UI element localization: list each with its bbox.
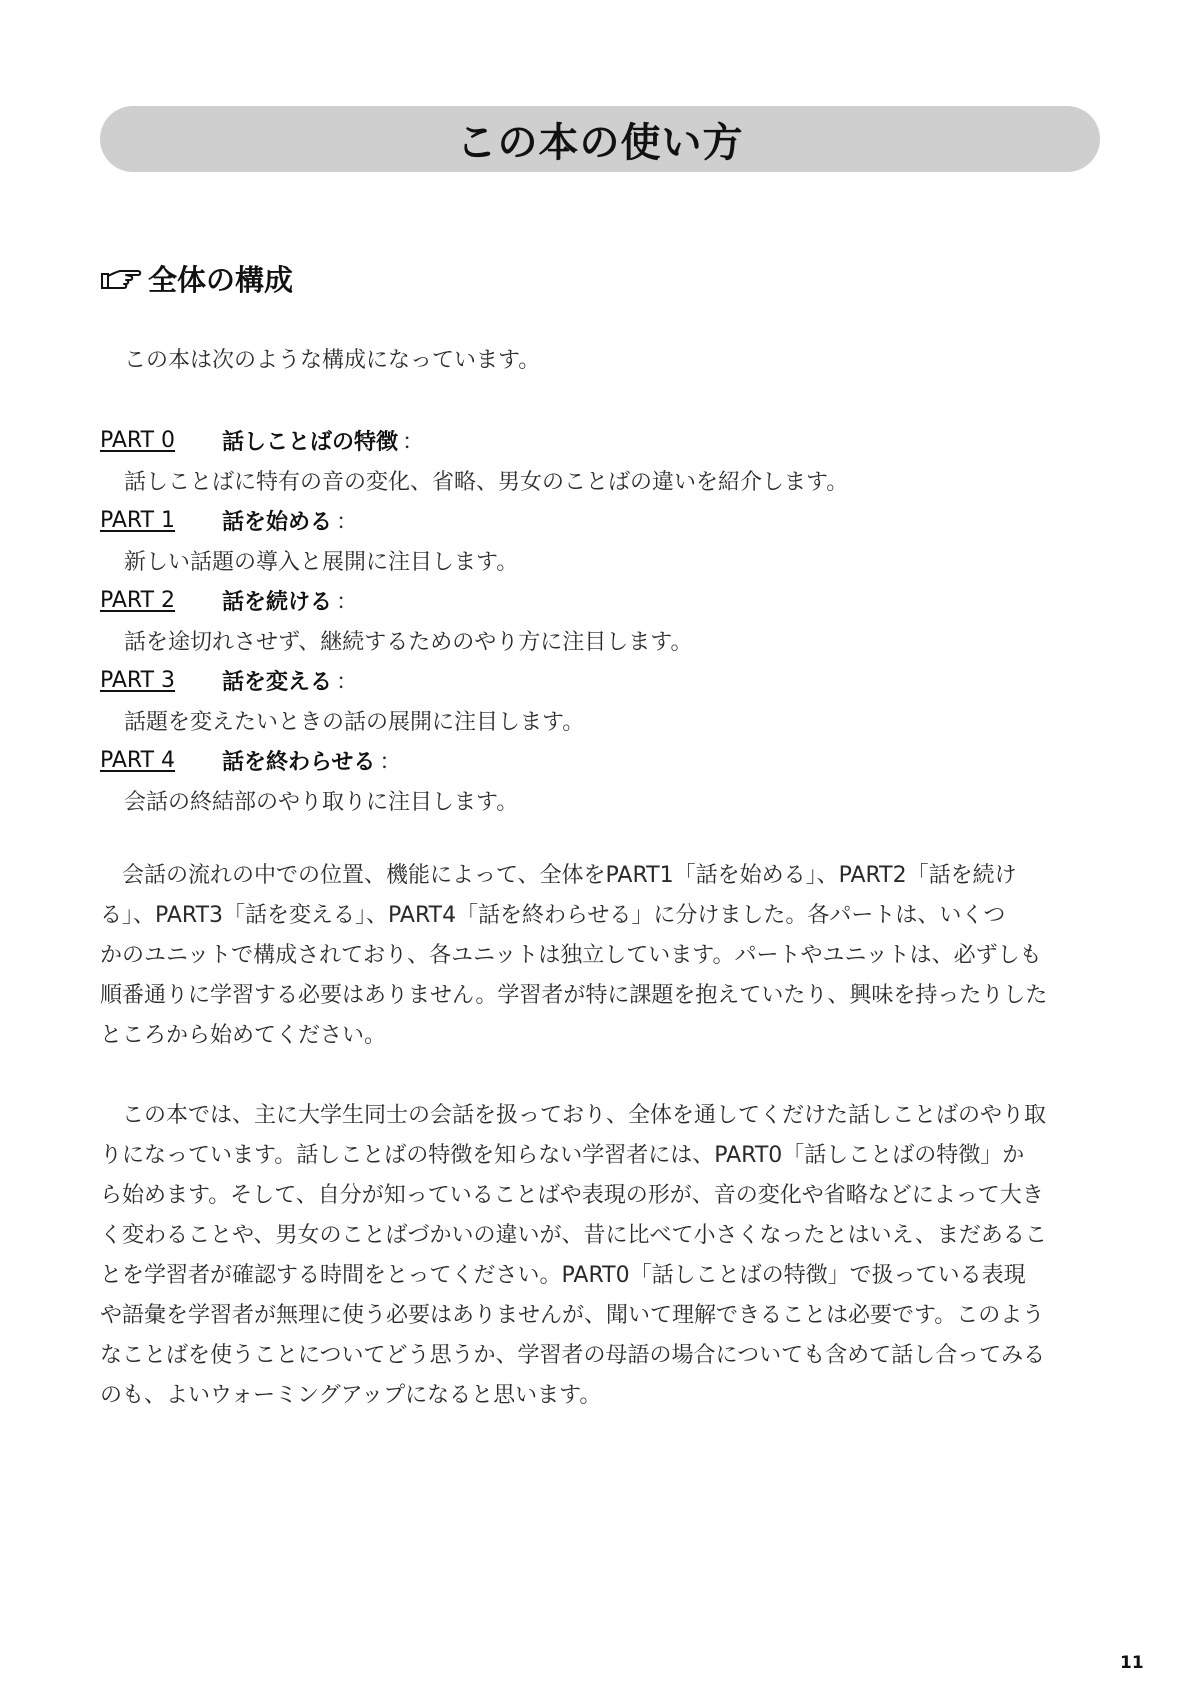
paragraph-line: 順番通りに学習する必要はありません。学習者が特に課題を抱えていたり、興味を持ったりした bbox=[100, 983, 1048, 1008]
paragraph-line: 会話の流れの中での位置、機能によって、全体をPART1「話を始める」、PART2「話を続け bbox=[100, 863, 1017, 888]
paragraph-line: とを学習者が確認する時間をとってください。PART0「話しことばの特徴」で扱っている表現 bbox=[100, 1263, 1026, 1288]
part-label: PART 4 bbox=[100, 747, 176, 773]
paragraph-line: ところから始めてください。 bbox=[100, 1023, 387, 1048]
part-0-description: 話しことばに特有の音の変化、省略、男女のことばの違いを紹介します。 bbox=[124, 469, 849, 495]
section-heading bbox=[100, 258, 293, 299]
part-2-heading bbox=[100, 580, 1100, 620]
part-4-heading bbox=[100, 740, 1100, 780]
part-3-heading bbox=[100, 660, 1100, 700]
page-number: 11 bbox=[1120, 1653, 1144, 1673]
paragraph-line: かのユニットで構成されており、各ユニットは独立しています。パートやユニットは、必ずしも bbox=[100, 943, 1042, 968]
paragraph-line: る」、PART3「話を変える」、PART4「話を終わらせる」に分けました。各パートは、いくつ bbox=[100, 903, 1006, 928]
part-label: PART 2 bbox=[100, 587, 176, 613]
part-3-description: 話題を変えたいときの話の展開に注目します。 bbox=[124, 709, 585, 735]
paragraph-usage bbox=[100, 1096, 1100, 1416]
pointing-hand-icon bbox=[100, 264, 144, 294]
part-4-description: 会話の終結部のやり取りに注目します。 bbox=[124, 789, 519, 815]
intro-text: この本は次のような構成になっています。 bbox=[124, 348, 541, 373]
part-colon: ： bbox=[336, 669, 359, 695]
part-2-description: 話を途切れさせず、継続するためのやり方に注目します。 bbox=[124, 629, 693, 655]
page-title: この本の使い方 bbox=[456, 119, 744, 166]
part-label: PART 3 bbox=[100, 667, 176, 693]
part-title: 話を続ける bbox=[222, 589, 333, 615]
part-colon: ： bbox=[336, 589, 359, 615]
part-1-heading bbox=[100, 500, 1100, 540]
parts-list bbox=[100, 420, 1100, 820]
paragraph-line: や語彙を学習者が無理に使う必要はありませんが、聞いて理解できることは必要です。このよう bbox=[100, 1303, 1045, 1328]
part-colon: ： bbox=[379, 749, 402, 775]
paragraph-line: のも、よいウォーミングアップになると思います。 bbox=[100, 1383, 602, 1408]
section-heading-text: 全体の構成 bbox=[148, 263, 294, 297]
part-label: PART 0 bbox=[100, 427, 176, 453]
paragraph-structure bbox=[100, 856, 1100, 1056]
part-0-heading bbox=[100, 420, 1100, 460]
part-label: PART 1 bbox=[100, 507, 176, 533]
part-title: 話を終わらせる bbox=[222, 749, 376, 775]
paragraph-line: この本では、主に大学生同士の会話を扱っており、全体を通してくだけた話しことばのやり取 bbox=[100, 1103, 1047, 1128]
paragraph-line: りになっています。話しことばの特徴を知らない学習者には、PART0「話しことばの特徴」か bbox=[100, 1143, 1025, 1168]
part-1-description: 新しい話題の導入と展開に注目します。 bbox=[124, 549, 519, 575]
part-title: 話を始める bbox=[222, 509, 333, 535]
part-colon: ： bbox=[336, 509, 359, 535]
title-banner bbox=[100, 106, 1100, 172]
paragraph-line: なことばを使うことについてどう思うか、学習者の母語の場合についても含めて話し合ってみる bbox=[100, 1343, 1046, 1368]
paragraph-line: ら始めます。そして、自分が知っていることばや表現の形が、音の変化や省略などによって大き bbox=[100, 1183, 1044, 1208]
part-title: 話しことばの特徴 bbox=[222, 429, 399, 455]
part-colon: ： bbox=[402, 429, 425, 455]
part-title: 話を変える bbox=[222, 669, 333, 695]
paragraph-line: く変わることや、男女のことばづかいの違いが、昔に比べて小さくなったとはいえ、まだあるこ bbox=[100, 1223, 1047, 1248]
